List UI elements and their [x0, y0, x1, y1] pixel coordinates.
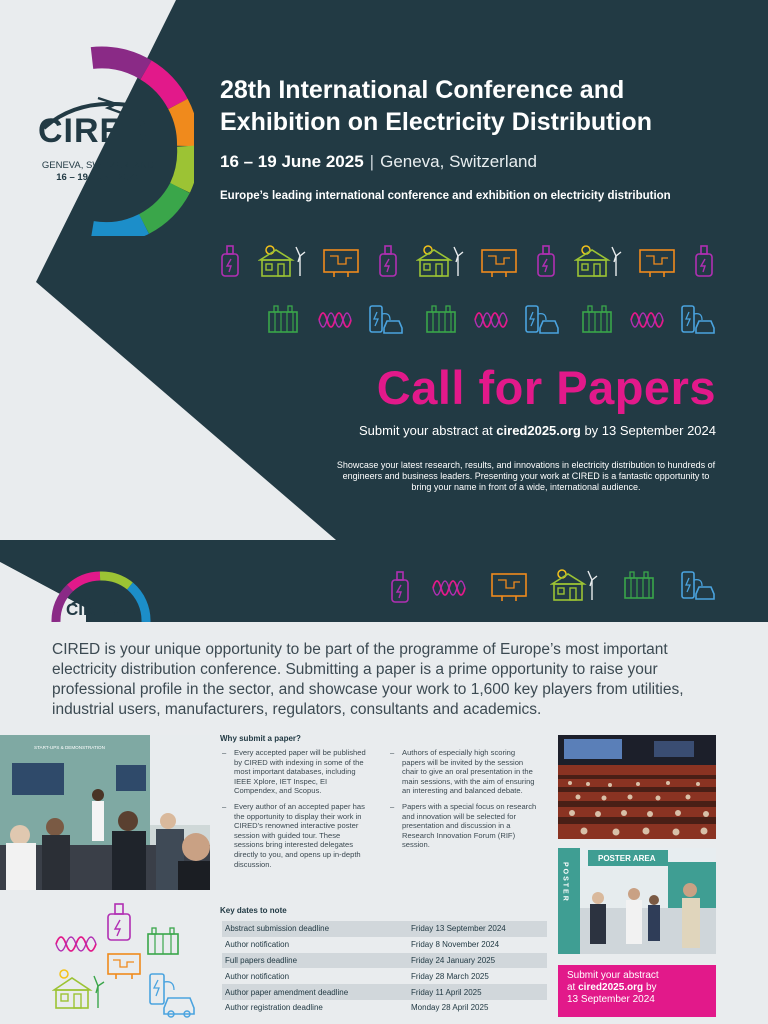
- key-date-label: Author paper amendment deadline: [222, 984, 408, 1000]
- energy-icon-cluster: [52, 902, 202, 1020]
- why-bullet-2: – Every author of an accepted paper has the opportunity to display their work in CIRED’s renowned interactive poster session with guided tour. These sessions bring interested delegates directly to you, and opens up in-depth discussion.: [222, 802, 370, 869]
- ev-charging-icon: [680, 304, 716, 336]
- table-row: [222, 1000, 547, 1016]
- key-date-value: Friday 8 November 2024: [411, 940, 500, 950]
- transformer-icon: [580, 304, 614, 336]
- submit-abstract-line: [359, 423, 716, 438]
- house-windturbine-icon: [54, 970, 104, 1008]
- submit-cta-box[interactable]: [558, 965, 716, 1017]
- key-date-label: Author notification: [225, 940, 290, 950]
- cta-line-3: 13 September 2024: [567, 994, 655, 1005]
- substation-icon: [378, 244, 398, 278]
- key-date-label: Full papers deadline: [222, 953, 408, 969]
- transformer-icon: [622, 570, 656, 602]
- control-panel-icon: [108, 954, 140, 979]
- why-bullet-4: – Papers with a special focus on research and innovation will be selected for presentation and discussion in a Research Innovation Forum (RIF) session.: [390, 802, 538, 850]
- waveform-icon: [630, 306, 664, 334]
- photo-sign-text: START-UPS & DEMONSTRATION: [34, 745, 105, 750]
- cta-line-1: Submit your abstract: [567, 970, 659, 981]
- house-windturbine-icon: [258, 244, 306, 278]
- key-date-label: Author registration deadline: [225, 1003, 323, 1013]
- why-bullet-1: – Every accepted paper will be published by CIRED with indexing in some of the most important databases, including IEEE Xplore, IET Inspec, EI Compendex, and Scopus.: [222, 748, 370, 796]
- intro-paragraph: CIRED is your unique opportunity to be part of the programme of Europe’s most important electricity distribution conference. Submitting a paper is a prime opportunity to raise your professional profile in the sector, and showcase your work to 1,600 key players from utilities, industrial users, manufacturers, regulators, consultants and academics.: [52, 641, 684, 718]
- table-row: [222, 953, 547, 969]
- submit-site-link[interactable]: cired2025.org: [496, 423, 581, 438]
- key-date-value: Friday 11 April 2025: [408, 984, 547, 1000]
- key-date-label: Abstract submission deadline: [222, 921, 408, 937]
- waveform-icon: [432, 574, 466, 602]
- ev-charging-icon: [368, 304, 404, 336]
- house-windturbine-icon: [416, 244, 464, 278]
- key-dates-table: [222, 921, 547, 1016]
- house-windturbine-icon: [550, 568, 598, 602]
- conference-location: Geneva, Switzerland: [380, 152, 537, 171]
- small-logo-wordmark: CIRED: [66, 600, 119, 619]
- showcase-paragraph: Showcase your latest research, results, and innovations in electricity distribution to hundreds of engineers and business leaders. Presenting your work at CIRED is a fantastic opportunity to bring your name in front of a wide, international audience.: [336, 460, 716, 492]
- poster-area-text: POSTER AREA: [598, 854, 656, 863]
- control-panel-icon: [480, 248, 518, 278]
- key-dates-heading: Key dates to note: [220, 906, 287, 915]
- table-row: [222, 984, 547, 1000]
- table-row: [222, 968, 547, 984]
- cta-line-2: [567, 982, 707, 994]
- key-date-value: Friday 13 September 2024: [408, 921, 547, 937]
- conference-dates: [220, 152, 537, 172]
- why-submit-heading: Why submit a paper?: [220, 734, 301, 743]
- submit-suffix: by 13 September 2024: [580, 423, 716, 438]
- key-date-value: Friday 24 January 2025: [408, 953, 547, 969]
- waveform-icon: [318, 306, 352, 334]
- house-windturbine-icon: [574, 244, 622, 278]
- substation-icon: [694, 244, 714, 278]
- substation-icon: [108, 904, 130, 940]
- control-panel-icon: [490, 572, 528, 602]
- ev-charging-icon: [524, 304, 560, 336]
- poster-vertical-text: POSTER: [561, 862, 569, 903]
- why-bullet-3: – Authors of especially high scoring papers will be invited by the session chair to give an oral presentation in the main sessions, with the aim of ensuring an interesting and balanced debate.: [390, 748, 538, 796]
- ev-charging-icon: [680, 570, 716, 602]
- why-bullets-col1: [222, 748, 370, 875]
- logo-date: 16 – 19 JUNE 2025: [56, 172, 140, 183]
- logo-location: GENEVA, SWITZERLAND: [41, 160, 155, 171]
- control-panel-icon: [322, 248, 360, 278]
- ev-charging-icon: [150, 974, 194, 1017]
- date-separator: |: [369, 152, 375, 171]
- transformer-icon: [266, 304, 300, 336]
- waveform-icon: [474, 306, 508, 334]
- why-bullets-col2: [390, 748, 538, 856]
- substation-icon: [220, 244, 240, 278]
- conference-photo-poster-area: [558, 848, 716, 954]
- key-date-value: Friday 28 March 2025: [411, 971, 489, 981]
- waveform-icon: [56, 937, 96, 951]
- tagline: Europe’s leading international conference and exhibition on electricity distribution: [220, 190, 671, 202]
- table-row: [222, 921, 547, 937]
- conference-photo-auditorium: [558, 735, 716, 839]
- cta-line-2-prefix: at: [567, 982, 579, 993]
- transformer-icon: [148, 928, 178, 954]
- call-for-papers-heading: Call for Papers: [376, 361, 716, 414]
- conference-title: [220, 74, 740, 138]
- substation-icon: [536, 244, 556, 278]
- title-line-1: 28th International Conference and: [220, 76, 625, 104]
- conference-photo-startups: [0, 735, 210, 890]
- cta-line-2-suffix: by: [643, 982, 657, 993]
- submit-prefix: Submit your abstract at: [359, 423, 497, 438]
- control-panel-icon: [638, 248, 676, 278]
- transformer-icon: [424, 304, 458, 336]
- substation-icon: [390, 570, 410, 604]
- logo-wordmark: CIRED: [38, 112, 149, 150]
- title-line-2: Exhibition on Electricity Distribution: [220, 108, 652, 136]
- key-date-label: Author notification: [225, 971, 290, 981]
- table-row: [222, 937, 547, 953]
- key-date-value: Monday 28 April 2025: [411, 1003, 489, 1013]
- date-range: 16 – 19 June 2025: [220, 152, 364, 171]
- cta-site-link[interactable]: cired2025.org: [578, 982, 644, 993]
